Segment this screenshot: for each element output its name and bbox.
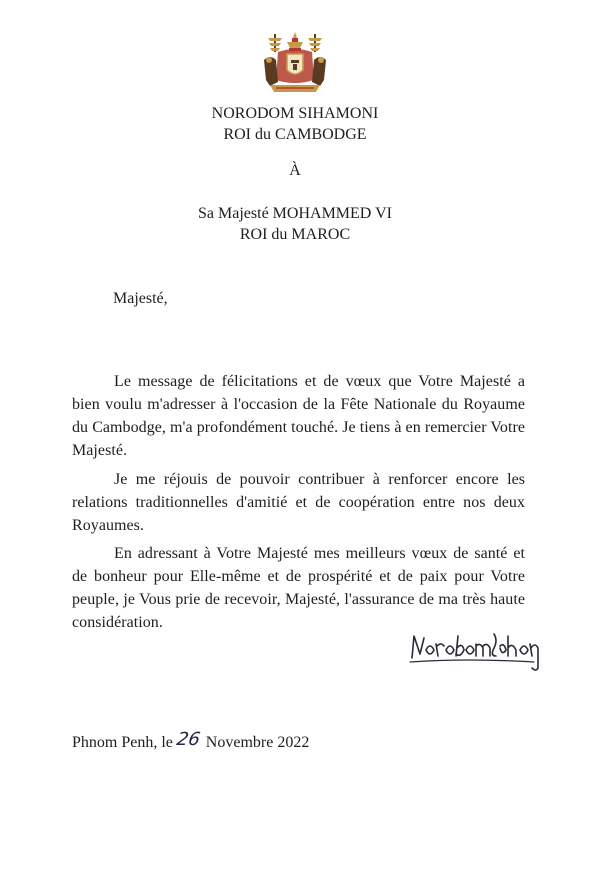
body-paragraph-2: Je me réjouis de pouvoir contribuer à renforcer encore les relations traditionnelles d'amitié et de coopération entre nos deux Royaumes.	[72, 471, 525, 534]
recipient-title: ROI du MAROC	[239, 226, 351, 243]
date-line	[72, 731, 309, 752]
addressee-marker: À	[289, 162, 301, 179]
handwritten-signature	[408, 628, 544, 672]
royal-coat-of-arms-icon	[256, 30, 334, 94]
recipient-name: Sa Majesté MOHAMMED VI	[198, 205, 392, 222]
date-place: Phnom Penh, le	[72, 734, 173, 751]
sender-title: ROI du CAMBODGE	[223, 126, 367, 143]
salutation: Majesté,	[113, 290, 168, 307]
body-paragraph-3: En adressant à Votre Majesté mes meilleurs vœux de santé et de bonheur pour Elle-même et de prospérité et de paix pour Votre peuple, je Vous prie de recevoir, Majesté, l'assurance de ma très haute considération.	[72, 545, 525, 631]
date-month-year: Novembre 2022	[205, 734, 310, 751]
body-paragraph-1: Le message de félicitations et de vœux que Votre Majesté a bien voulu m'adresser à l'occasion de la Fête Nationale du Royaume du Cambodge, m'a profondément touché. Je tiens à en remercier Votre Majesté.	[72, 373, 525, 459]
sender-name: NORODOM SIHAMONI	[211, 105, 379, 122]
date-day-handwritten: 26	[175, 729, 202, 750]
